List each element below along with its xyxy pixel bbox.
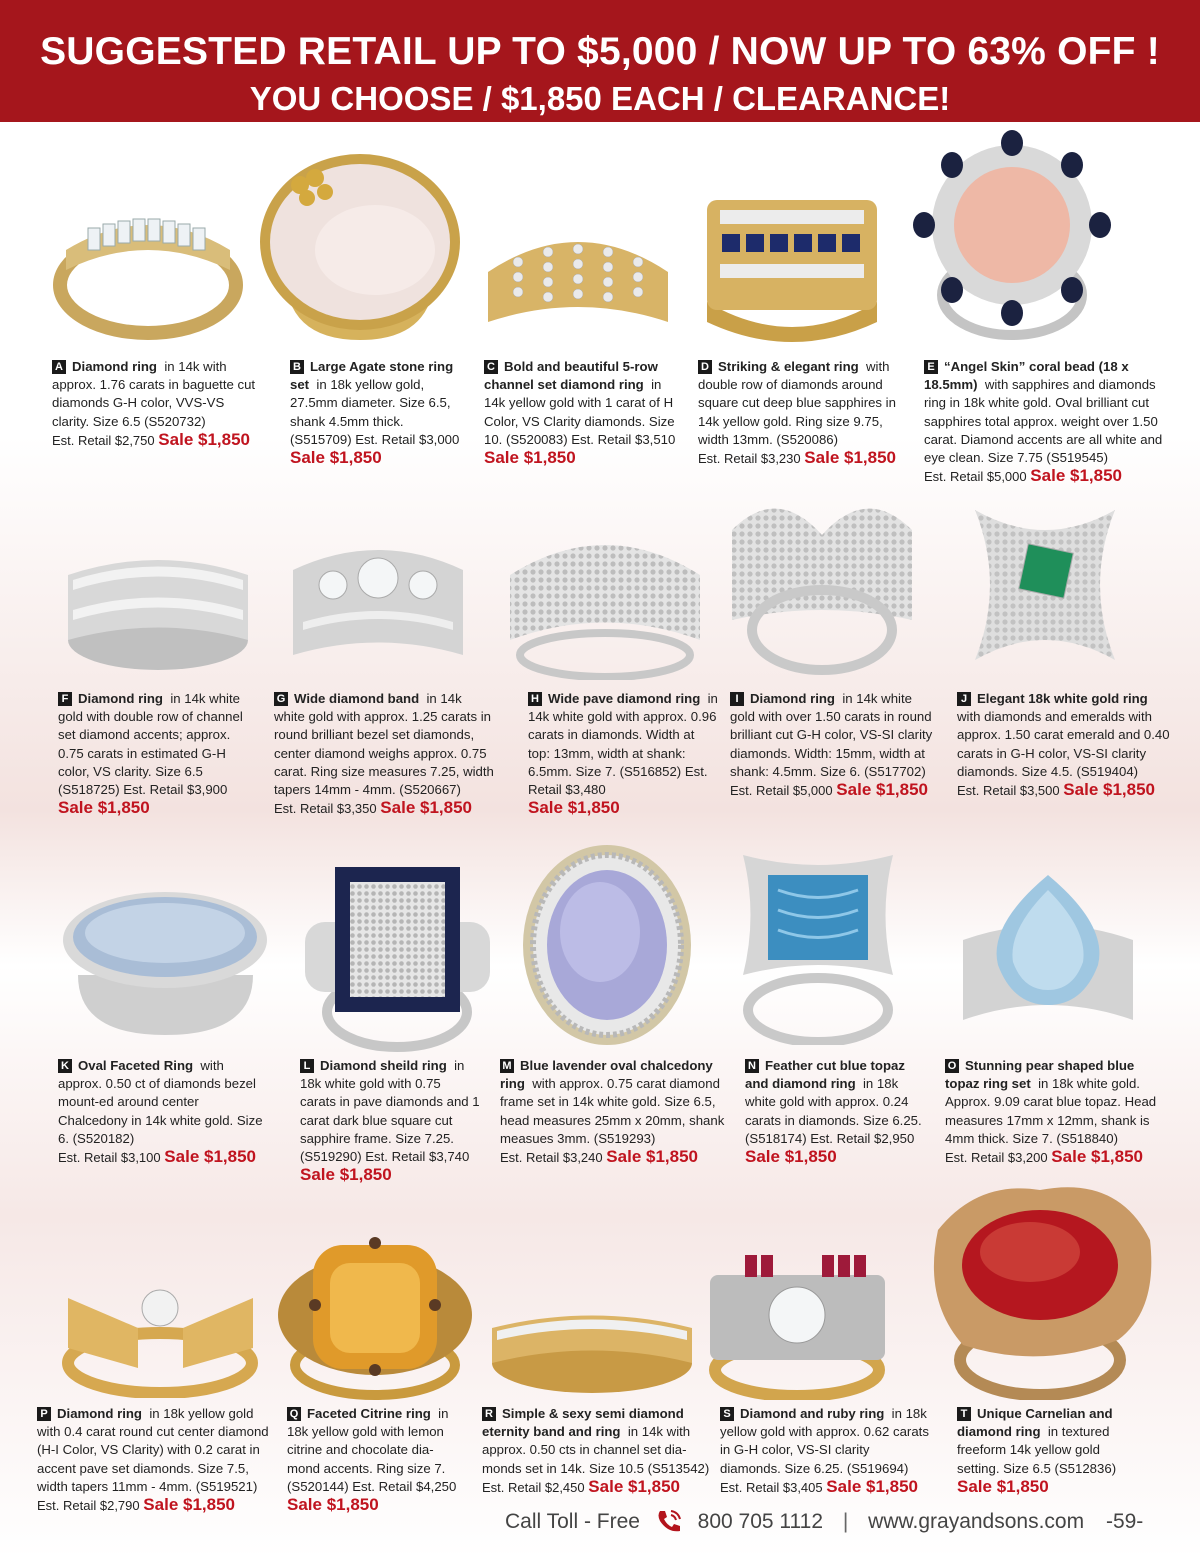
page-number: -59- — [1105, 1510, 1144, 1533]
ring-image-i[interactable] — [722, 490, 922, 680]
item-sale-price: Sale $1,850 — [1030, 466, 1122, 486]
ring-image-o[interactable] — [958, 870, 1138, 1050]
item-sale-price: Sale $1,850 — [588, 1476, 680, 1496]
item-sale-price: Sale $1,850 — [826, 1476, 918, 1496]
ring-image-f[interactable] — [58, 545, 258, 675]
item-letter-badge: R — [482, 1407, 496, 1421]
item-title: Simple & sexy semi diamond eternity band and ring — [482, 1406, 684, 1440]
item-a — [52, 358, 257, 450]
item-est-retail: Est. Retail $3,230 — [698, 451, 801, 467]
item-description: in 14k with approx. 1.76 carats in baguette cut diamonds G-H color, VVS-VS clarity. Size 6.5 (S520732) — [52, 359, 256, 429]
item-sale-price: Sale $1,850 — [836, 780, 928, 800]
item-est-retail: Est. Retail $5,000 — [924, 469, 1027, 485]
item-letter-badge: P — [37, 1407, 51, 1421]
item-description: in 18k white gold with approx. 0.24 carats in diamonds. Size 6.25. (S518174) Est. Retail $2,950 — [745, 1076, 922, 1146]
item-description: with approx. 0.50 ct of diamonds bezel mount-ed around center Chalcedony in 14k white gold. Size 6. (S520182) — [58, 1058, 263, 1146]
item-letter-badge: I — [730, 692, 744, 706]
banner-headline: SUGGESTED RETAIL UP TO $5,000 / NOW UP TO 63% OFF ! — [40, 30, 1160, 73]
item-letter-badge: Q — [287, 1407, 301, 1421]
item-letter-badge: G — [274, 692, 288, 706]
item-description: in 18k white gold. Approx. 9.09 carat blue topaz. Head measures 17mm x 12mm, shank is 4mm thick. Size 7. (S518840) — [945, 1076, 1157, 1146]
item-b — [290, 358, 468, 468]
item-title: Wide diamond band — [294, 691, 420, 706]
ring-image-d[interactable] — [692, 192, 892, 342]
item-title: Stunning pear shaped blue topaz ring set — [945, 1058, 1135, 1092]
item-title: Unique Carnelian and diamond ring — [957, 1406, 1113, 1440]
item-est-retail: Est. Retail $2,790 — [37, 1498, 140, 1514]
ring-image-g[interactable] — [283, 530, 473, 680]
item-description: in 14k yellow gold with 1 carat of H Color, VS Clarity diamonds. Size 10. (S520083) Est. Retail $3,510 — [484, 377, 676, 447]
item-r — [482, 1405, 710, 1497]
item-title: “Angel Skin” coral bead (18 x 18.5mm) — [924, 359, 1129, 393]
item-sale-price: Sale $1,850 — [745, 1147, 837, 1167]
ring-image-h[interactable] — [505, 520, 705, 680]
item-sale-price: Sale $1,850 — [957, 1476, 1049, 1496]
phone-number-link[interactable]: 800 705 1112 — [697, 1510, 824, 1533]
item-p — [37, 1405, 272, 1515]
item-est-retail: Est. Retail $3,200 — [945, 1150, 1048, 1166]
item-title: Diamond ring — [750, 691, 835, 706]
item-title: Diamond and ruby ring — [740, 1406, 885, 1421]
item-letter-badge: F — [58, 692, 72, 706]
item-est-retail: Est. Retail $3,240 — [500, 1150, 603, 1166]
item-j — [957, 690, 1172, 800]
item-title: Diamond ring — [72, 359, 157, 374]
item-sale-price: Sale $1,850 — [300, 1165, 392, 1185]
item-sale-price: Sale $1,850 — [606, 1147, 698, 1167]
item-sale-price: Sale $1,850 — [164, 1147, 256, 1167]
item-s — [720, 1405, 930, 1497]
ring-image-p[interactable] — [58, 1268, 263, 1398]
item-est-retail: Est. Retail $3,405 — [720, 1479, 823, 1495]
item-title: Diamond sheild ring — [320, 1058, 447, 1073]
item-d — [698, 358, 908, 468]
item-est-retail: Est. Retail $5,000 — [730, 783, 833, 799]
ring-image-q[interactable] — [275, 1235, 475, 1400]
item-sale-price: Sale $1,850 — [380, 798, 472, 818]
item-sale-price: Sale $1,850 — [290, 448, 382, 468]
item-description: in 18k yellow gold, 27.5mm diameter. Size 6.5, shank 4.5mm thick. (S515709) Est. Retail $3,000 — [290, 377, 460, 447]
item-title: Blue lavender oval chalcedony ring — [500, 1058, 713, 1092]
item-title: Oval Faceted Ring — [78, 1058, 194, 1073]
item-description: with approx. 0.75 carat diamond frame set in 14k white gold. Size 6.5, head measures 25mm x 20mm, shank measues 3mm. (S519293) — [500, 1076, 725, 1146]
item-description: in 14k white gold with approx. 0.96 carats in diamonds. Width at top: 13mm, width at shank: 6.5mm. Size 7. (S516852) Est. Retail $3,480 — [528, 691, 718, 798]
item-q — [287, 1405, 462, 1515]
ring-image-e[interactable] — [902, 125, 1122, 345]
item-letter-badge: J — [957, 692, 971, 706]
phone-icon — [654, 1508, 684, 1534]
item-title: Striking & elegant ring — [718, 359, 859, 374]
item-est-retail: Est. Retail $2,750 — [52, 432, 155, 448]
item-title: Bold and beautiful 5-row channel set diamond ring — [484, 359, 658, 393]
item-description: in 18k yellow gold with 0.4 carat round cut center diamond (H-I Color, VS Clarity) with 0.2 carat in accent pave set diamonds. Size 7.5, width tapers 11mm - 4mm. (S519521) — [37, 1406, 269, 1494]
item-est-retail: Est. Retail $2,450 — [482, 1479, 585, 1495]
item-est-retail: Est. Retail $3,350 — [274, 801, 377, 817]
item-sale-price: Sale $1,850 — [484, 448, 576, 468]
item-description: in 14k white gold with over 1.50 carats in round brilliant cut G-H color, VS-SI clarity diamonds. Width: 15mm, width at shank: 4.5mm. Size 6. (S517702) — [730, 691, 933, 779]
banner-subheadline: YOU CHOOSE / $1,850 EACH / CLEARANCE! — [249, 80, 951, 117]
ring-image-b[interactable] — [255, 150, 465, 345]
item-letter-badge: H — [528, 692, 542, 706]
header-banner — [0, 0, 1200, 122]
item-g — [274, 690, 496, 818]
item-description: with diamonds and emeralds with approx. 1.50 carat emerald and 0.40 carats in G-H color, VS-SI clarity diamonds. Size 4.5. (S519404) — [957, 709, 1170, 779]
item-title: Diamond ring — [57, 1406, 142, 1421]
item-i — [730, 690, 940, 800]
ring-image-k[interactable] — [58, 885, 273, 1040]
item-description: in 18k yellow gold with approx. 0.62 carats in G-H color, VS-SI clarity diamonds. Size 6.25. (S519694) — [720, 1406, 929, 1476]
item-sale-price: Sale $1,850 — [158, 429, 250, 449]
item-description: in 14k with approx. 0.50 cts in channel set dia-monds set in 14k. Size 10.5 (S513542) — [482, 1424, 710, 1476]
item-description: in textured freeform 14k yellow gold setting. Size 6.5 (S512836) — [957, 1424, 1117, 1476]
ring-image-r[interactable] — [487, 1298, 697, 1398]
item-description: in 18k white gold with 0.75 carats in pave diamonds and 1 carat dark blue square cut sapphire frame. Size 7.25. (S519290) Est. Retail $3,740 — [300, 1058, 480, 1165]
item-e — [924, 358, 1164, 486]
item-title: Faceted Citrine ring — [307, 1406, 431, 1421]
item-description: in 14k white gold with double row of channel set diamond accents; approx. 0.75 carats in estimated G-H color, VS clarity. Size 6.5 (S518725) Est. Retail $3,900 — [58, 691, 243, 798]
item-sale-price: Sale $1,850 — [58, 798, 150, 818]
item-letter-badge: M — [500, 1059, 514, 1073]
item-letter-badge: N — [745, 1059, 759, 1073]
item-description: in 14k white gold with approx. 1.25 carats in round brilliant bezel set diamonds, center diamond weighs approx. 0.75 carat. Ring size measures 7.25, width tapers 14mm - 4mm. (S520667) — [274, 691, 494, 798]
item-f — [58, 690, 258, 818]
footer-separator: | — [842, 1510, 849, 1533]
item-o — [945, 1057, 1160, 1167]
item-title: Large Agate stone ring set — [290, 359, 454, 393]
item-letter-badge: A — [52, 360, 66, 374]
ring-image-l[interactable] — [300, 862, 495, 1052]
item-sale-price: Sale $1,850 — [1051, 1147, 1143, 1167]
item-letter-badge: O — [945, 1059, 959, 1073]
item-h — [528, 690, 718, 818]
item-title: Wide pave diamond ring — [548, 691, 701, 706]
item-sale-price: Sale $1,850 — [1063, 780, 1155, 800]
item-l — [300, 1057, 480, 1185]
footer-contact — [505, 1508, 1143, 1534]
item-description: with double row of diamonds around square cut deep blue sapphires in 14k yellow gold. Ring size 9.75, width 13mm. (S520086) — [698, 359, 896, 447]
ring-image-c[interactable] — [478, 222, 678, 342]
item-sale-price: Sale $1,850 — [804, 448, 896, 468]
item-letter-badge: C — [484, 360, 498, 374]
item-letter-badge: E — [924, 360, 938, 374]
ring-image-s[interactable] — [705, 1250, 890, 1400]
item-letter-badge: S — [720, 1407, 734, 1421]
item-title: Elegant 18k white gold ring — [977, 691, 1148, 706]
item-description: in 18k yellow gold with lemon citrine and chocolate dia-mond accents. Ring size 7. (S520144) Est. Retail $4,250 — [287, 1406, 457, 1494]
item-est-retail: Est. Retail $3,500 — [957, 783, 1060, 799]
item-letter-badge: K — [58, 1059, 72, 1073]
ring-image-m[interactable] — [520, 842, 695, 1047]
item-c — [484, 358, 679, 468]
item-sale-price: Sale $1,850 — [528, 798, 620, 818]
ring-image-a[interactable] — [48, 190, 248, 340]
ring-image-j[interactable] — [945, 490, 1145, 680]
item-description: with sapphires and diamonds ring in 18k white gold. Oval brilliant cut sapphires total approx. weight over 1.50 carat. Diamond accents are all white and eye clean. Size 7.75 (S519545) — [924, 377, 1163, 466]
item-n — [745, 1057, 925, 1167]
call-toll-free-label: Call Toll - Free — [505, 1510, 640, 1533]
item-letter-badge: B — [290, 360, 304, 374]
item-letter-badge: D — [698, 360, 712, 374]
item-sale-price: Sale $1,850 — [287, 1495, 379, 1515]
item-t — [957, 1405, 1127, 1497]
ring-image-t[interactable] — [918, 1170, 1163, 1400]
ring-image-n[interactable] — [738, 845, 898, 1045]
item-title: Feather cut blue topaz and diamond ring — [745, 1058, 905, 1092]
website-link[interactable]: www.grayandsons.com — [868, 1510, 1085, 1533]
item-sale-price: Sale $1,850 — [143, 1495, 235, 1515]
item-k — [58, 1057, 268, 1167]
item-letter-badge: T — [957, 1407, 971, 1421]
item-m — [500, 1057, 725, 1167]
item-est-retail: Est. Retail $3,100 — [58, 1150, 161, 1166]
item-title: Diamond ring — [78, 691, 163, 706]
item-letter-badge: L — [300, 1059, 314, 1073]
